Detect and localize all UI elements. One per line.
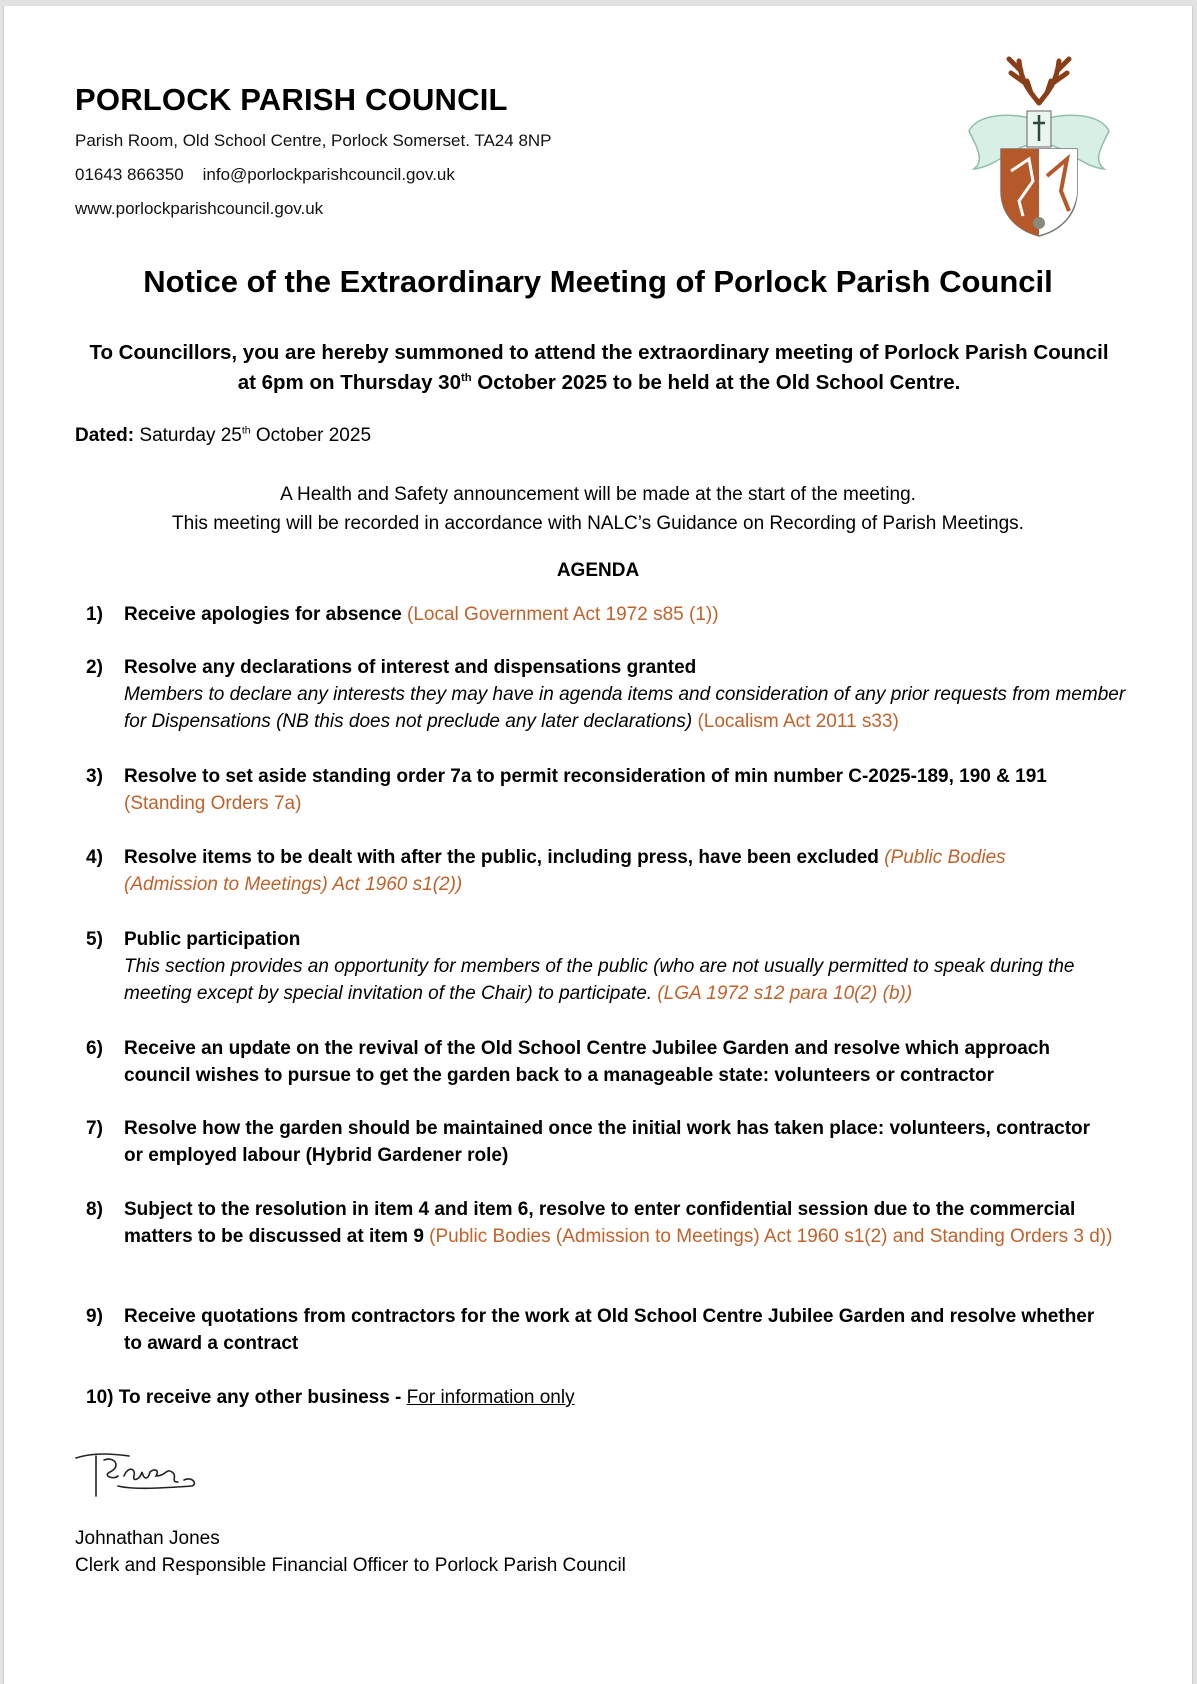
organisation-name: PORLOCK PARISH COUNCIL	[75, 82, 508, 117]
item-number: 4)	[86, 847, 103, 868]
item-description: Members to declare any interests they may have in agenda items and consideration of any prior requests from member for Dispensations (NB this does not preclude any later declarations)	[124, 684, 1126, 732]
item-note: For information only	[406, 1387, 575, 1408]
signatory	[75, 1525, 626, 1579]
agenda-item	[86, 1384, 1126, 1411]
item-number: 8)	[86, 1199, 103, 1220]
agenda-item	[86, 1196, 1126, 1250]
ordinal-suffix: th	[460, 372, 472, 385]
agenda-item	[86, 844, 1126, 898]
item-number: 9)	[86, 1306, 103, 1327]
item-heading: Subject to the resolution in item 4 and item 6, resolve to enter confidential session due to the commercial matters to be discussed at item 9	[124, 1199, 1076, 1247]
dated-label: Dated:	[75, 425, 135, 446]
item-heading: Public participation	[124, 929, 301, 950]
recording-notice: This meeting will be recorded in accordance with NALC’s Guidance on Recording of Parish Meetings.	[172, 513, 1024, 534]
item-heading: Resolve items to be dealt with after the public, including press, have been excluded	[124, 847, 879, 868]
document-page	[3, 6, 1193, 1684]
summons-line-2	[64, 368, 1134, 398]
legal-reference: (Public Bodies (Admission to Meetings) Act 1960 s1(2))	[124, 847, 1006, 895]
signatory-role: Clerk and Responsible Financial Officer to Porlock Parish Council	[75, 1555, 626, 1576]
ordinal-suffix: th	[241, 425, 251, 437]
address: Parish Room, Old School Centre, Porlock Somerset. TA24 8NP	[75, 131, 552, 150]
legal-reference: (Standing Orders 7a)	[124, 793, 302, 814]
summons-line-1: To Councillors, you are hereby summoned to attend the extraordinary meeting of Porlock Parish Council	[89, 341, 1109, 364]
website-link[interactable]: www.porlockparishcouncil.gov.uk	[75, 199, 324, 218]
item-heading: To receive any other business -	[118, 1387, 407, 1408]
dated-line	[75, 425, 371, 447]
item-number: 1)	[86, 604, 103, 625]
legal-reference: (LGA 1972 s12 para 10(2) (b))	[652, 983, 913, 1004]
item-number: 10)	[86, 1387, 114, 1408]
coat-of-arms-icon	[949, 51, 1129, 241]
summons-date: at 6pm on Thursday 30	[237, 371, 461, 394]
agenda-item	[86, 1035, 1126, 1089]
item-heading: Resolve how the garden should be maintained once the initial work has taken place: volunteers, contractor or employed labour (Hybrid Gardener role)	[124, 1118, 1091, 1166]
item-heading: Resolve to set aside standing order 7a to permit reconsideration of min number C-2025-189, 190 & 191	[124, 766, 1047, 787]
summons-text	[64, 338, 1134, 398]
signatory-name: Johnathan Jones	[75, 1528, 220, 1549]
agenda-item	[86, 1303, 1126, 1357]
signature-icon	[74, 1446, 204, 1506]
summons-venue: October 2025 to be held at the Old School Centre.	[471, 371, 961, 394]
item-number: 5)	[86, 929, 103, 950]
agenda-item	[86, 654, 1126, 735]
meeting-notices	[4, 480, 1192, 538]
item-number: 7)	[86, 1118, 103, 1139]
notice-title: Notice of the Extraordinary Meeting of Porlock Parish Council	[143, 264, 1053, 299]
agenda-item	[86, 926, 1126, 1007]
legal-reference: (Local Government Act 1972 s85 (1))	[401, 604, 719, 625]
item-number: 6)	[86, 1038, 103, 1059]
item-number: 3)	[86, 766, 103, 787]
phone: 01643 866350	[75, 165, 184, 184]
dated-value-month: October 2025	[250, 425, 372, 446]
health-safety-notice: A Health and Safety announcement will be made at the start of the meeting.	[280, 484, 916, 505]
item-heading: Receive quotations from contractors for the work at Old School Centre Jubilee Garden and resolve whether to award a contract	[124, 1306, 1095, 1354]
contact-line	[75, 165, 455, 185]
item-heading: Resolve any declarations of interest and dispensations granted	[124, 657, 697, 678]
legal-reference: (Public Bodies (Admission to Meetings) Act 1960 s1(2) and Standing Orders 3 d))	[423, 1226, 1113, 1247]
item-heading: Receive apologies for absence	[124, 604, 402, 625]
agenda-item	[86, 1115, 1126, 1169]
item-description: This section provides an opportunity for members of the public (who are not usually permitted to speak during the meeting except by special invitation of the Chair) to participate.	[124, 956, 1075, 1004]
legal-reference: (Localism Act 2011 s33)	[692, 711, 899, 732]
dated-value: Saturday 25	[134, 425, 242, 446]
item-heading: Receive an update on the revival of the Old School Centre Jubilee Garden and resolve which approach council wishes to pursue to get the garden back to a manageable state: volunteers or contractor	[124, 1038, 1050, 1086]
item-number: 2)	[86, 657, 103, 678]
agenda-item	[86, 763, 1126, 817]
agenda-item	[86, 601, 1126, 628]
agenda-heading: AGENDA	[556, 560, 640, 581]
email-link[interactable]: info@porlockparishcouncil.gov.uk	[202, 165, 455, 184]
